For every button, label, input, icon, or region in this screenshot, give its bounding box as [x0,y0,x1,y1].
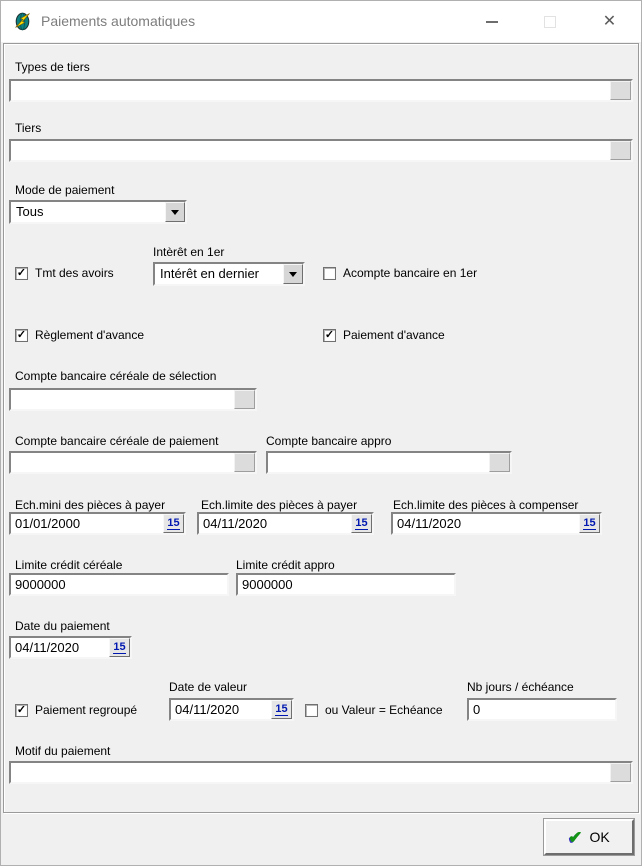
checkmark-icon: ✓ [16,704,27,716]
close-icon: ✕ [602,12,617,30]
ok-button-label: OK [589,829,610,845]
cb-cereale-selection-field [9,388,257,411]
close-button[interactable] [587,1,632,42]
limite-credit-cereale-field [9,573,229,596]
date-valeur-field [169,698,294,721]
cb-cereale-selection-label: Compte bancaire céréale de sélection [15,369,217,383]
types-tiers-field [9,79,633,102]
ech-mini-payer-input[interactable] [11,514,163,533]
maximize-button[interactable] [527,1,572,42]
ech-limite-compenser-label: Ech.limite des pièces à compenser [393,498,579,512]
tiers-browse-button[interactable] [610,141,631,160]
reglement-avance-checkbox[interactable] [15,329,28,342]
mode-paiement-value: Tous [16,204,44,219]
tiers-label: Tiers [15,121,42,135]
limite-credit-appro-input[interactable] [238,575,454,594]
motif-paiement-label: Motif du paiement [15,744,111,758]
cb-appro-browse-button[interactable] [489,453,510,472]
paiement-regroupe-label[interactable]: Paiement regroupé [35,703,138,717]
motif-paiement-input[interactable] [11,763,610,782]
reglement-avance-label[interactable]: Règlement d'avance [35,328,145,342]
mode-paiement-dropdown-button[interactable] [165,202,185,222]
date-paiement-field [9,636,132,659]
interet-1er-combobox[interactable] [153,262,305,286]
cb-appro-label: Compte bancaire appro [266,434,392,448]
ech-limite-compenser-field [391,512,602,535]
nb-jours-label: Nb jours / échéance [467,680,574,694]
cb-cereale-selection-input[interactable] [11,390,234,409]
calendar-icon: 15 [167,516,180,529]
interet-1er-label: Intèrêt en 1er [153,245,225,259]
ech-limite-compenser-input[interactable] [393,514,579,533]
limite-credit-cereale-label: Limite crédit céréale [15,558,123,572]
date-paiement-label: Date du paiement [15,619,110,633]
ech-limite-payer-calendar-button[interactable] [351,514,372,533]
limite-credit-cereale-input[interactable] [11,575,227,594]
calendar-icon: 15 [275,702,288,715]
cb-appro-field [266,451,512,474]
tiers-field [9,139,633,162]
ech-limite-payer-label: Ech.limite des pièces à payer [201,498,358,512]
checkmark-icon: ✓ [16,267,27,279]
minimize-button[interactable] [469,1,514,42]
cb-appro-input[interactable] [268,453,489,472]
ou-valeur-echeance-label[interactable]: ou Valeur = Echéance [325,703,443,717]
checkmark-icon: ✓ [16,329,27,341]
window-title: Paiements automatiques [41,13,196,29]
cb-cereale-selection-browse-button[interactable] [234,390,255,409]
date-valeur-calendar-button[interactable] [271,700,292,719]
paiement-regroupe-checkbox[interactable] [15,704,28,717]
paiement-avance-checkbox[interactable] [323,329,336,342]
date-paiement-input[interactable] [11,638,109,657]
ok-button[interactable] [544,819,634,855]
checkmark-icon: ✓ [324,329,335,341]
motif-paiement-browse-button[interactable] [610,763,631,782]
tmt-avoirs-checkbox[interactable] [15,267,28,280]
limite-credit-appro-field [236,573,456,596]
ech-mini-payer-field [9,512,186,535]
check-icon: ✔ [568,827,583,847]
tmt-avoirs-label[interactable]: Tmt des avoirs [35,266,114,280]
date-valeur-label: Date de valeur [169,680,248,694]
calendar-icon: 15 [583,516,596,529]
calendar-icon: 15 [113,640,126,653]
paiement-avance-label[interactable]: Paiement d'avance [343,328,445,342]
chevron-down-icon [171,210,179,219]
chevron-down-icon [289,272,297,281]
ech-mini-payer-label: Ech.mini des pièces à payer [15,498,166,512]
interet-1er-dropdown-button[interactable] [283,264,303,284]
types-tiers-browse-button[interactable] [610,81,631,100]
title-bar [1,1,641,42]
date-valeur-input[interactable] [171,700,271,719]
ech-limite-payer-field [197,512,374,535]
app-icon [13,12,32,31]
types-tiers-label: Types de tiers [15,60,90,74]
ou-valeur-echeance-checkbox[interactable] [305,704,318,717]
motif-paiement-field [9,761,633,784]
date-paiement-calendar-button[interactable] [109,638,130,657]
ech-limite-payer-input[interactable] [199,514,351,533]
mode-paiement-combobox[interactable] [9,200,187,224]
limite-credit-appro-label: Limite crédit appro [236,558,335,572]
minimize-icon [486,21,498,23]
ech-mini-payer-calendar-button[interactable] [163,514,184,533]
cb-cereale-paiement-label: Compte bancaire céréale de paiement [15,434,219,448]
tiers-input[interactable] [11,141,610,160]
ech-limite-compenser-calendar-button[interactable] [579,514,600,533]
types-tiers-input[interactable] [11,81,610,100]
cb-cereale-paiement-field [9,451,257,474]
cb-cereale-paiement-input[interactable] [11,453,234,472]
nb-jours-input[interactable] [469,700,615,719]
maximize-icon [544,16,556,28]
mode-paiement-label: Mode de paiement [15,183,115,197]
interet-1er-value: Intérêt en dernier [160,266,260,281]
acompte-bancaire-label[interactable]: Acompte bancaire en 1er [343,266,478,280]
calendar-icon: 15 [355,516,368,529]
cb-cereale-paiement-browse-button[interactable] [234,453,255,472]
acompte-bancaire-checkbox[interactable] [323,267,336,280]
nb-jours-field [467,698,617,721]
